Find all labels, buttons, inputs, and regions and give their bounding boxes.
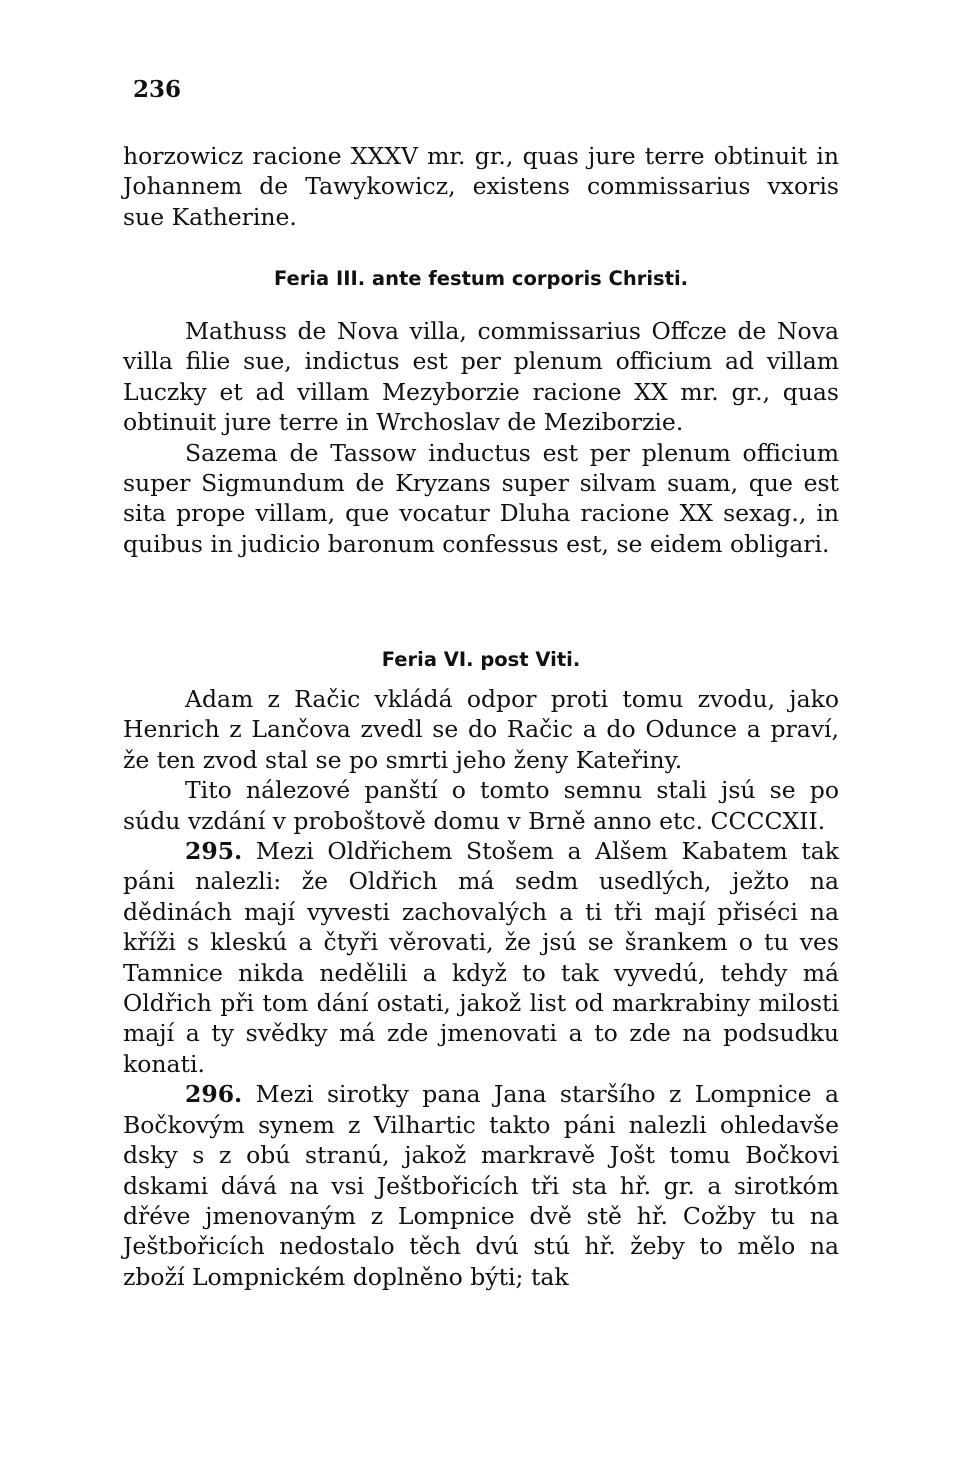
entry-295-text: Mezi Oldřichem Stošem a Alšem Kabatem tak páni nalezli: že Oldřich má sedm usedlých, ježto na dědinách mají vyvesti zachovalých a ti tři mají přiséci na kříži s kleskú a čtyři věrovati, že jsú se šrankem o tu ves Tamnice nikda nedělili a když to tak vyvedú, tehdy má Oldřich při tom dání ostati, jakož list od markrabiny milosti mají a ty svědky má zde jmenovati a to zde na podsudku konati. <box>123 837 839 1078</box>
entry-number-295: 295. <box>185 837 243 866</box>
paragraph-tito: Tito nálezové panští o tomto semnu stali jsú se po súdu vzdání v proboštově domu v Brně anno etc. CCCCXII. <box>123 776 839 835</box>
section-heading-feria-iii: Feria III. ante festum corporis Christi. <box>273 267 689 290</box>
entry-295 <box>123 836 839 1079</box>
section-heading-feria-vi: Feria VI. post Viti. <box>381 648 581 671</box>
entry-296-text: Mezi sirotky pana Jana staršího z Lompnice a Bočkovým synem z Vilhartic takto páni nalezli ohledavše dsky s z obú stranú, jakož markravě Jošt tomu Bočkovi dskami dává na vsi Ještbořicích tři sta hř. gr. a sirotkóm dřéve jmenovaným z Lompnice dvě stě hř. Cožby tu na Ještbořicích nedostalo těch dvú stú hř. žeby to mělo na zboží Lompnickém doplněno býti; tak <box>123 1080 839 1291</box>
feria-vi-section <box>123 684 839 1292</box>
page-number: 236 <box>133 76 182 103</box>
feria-iii-section <box>123 316 839 559</box>
entry-number-296: 296. <box>185 1080 243 1109</box>
intro-paragraph: horzowicz racione XXXV mr. gr., quas jure terre obtinuit in Johannem de Tawykowicz, existens commissarius vxoris sue Katherine. <box>123 142 839 231</box>
entry-296 <box>123 1079 839 1292</box>
paragraph-sazema: Sazema de Tassow inductus est per plenum officium super Sigmundum de Kryzans super silvam suam, que est sita prope villam, que vocatur Dluha racione XX sexag., in quibus in judicio baronum confessus est, se eidem obligari. <box>123 438 839 558</box>
paragraph-adam: Adam z Račic vkládá odpor proti tomu zvodu, jako Henrich z Lančova zvedl se do Račic a do Odunce a praví, že ten zvod stal se po smrti jeho ženy Kateřiny. <box>123 685 839 774</box>
paragraph-mathuss: Mathuss de Nova villa, commissarius Offcze de Nova villa filie sue, indictus est per plenum officium ad villam Luczky et ad villam Mezyborzie racione XX mr. gr., quas obtinuit jure terre in Wrchoslav de Meziborzie. <box>123 317 839 437</box>
intro-paragraph-container <box>123 141 839 232</box>
